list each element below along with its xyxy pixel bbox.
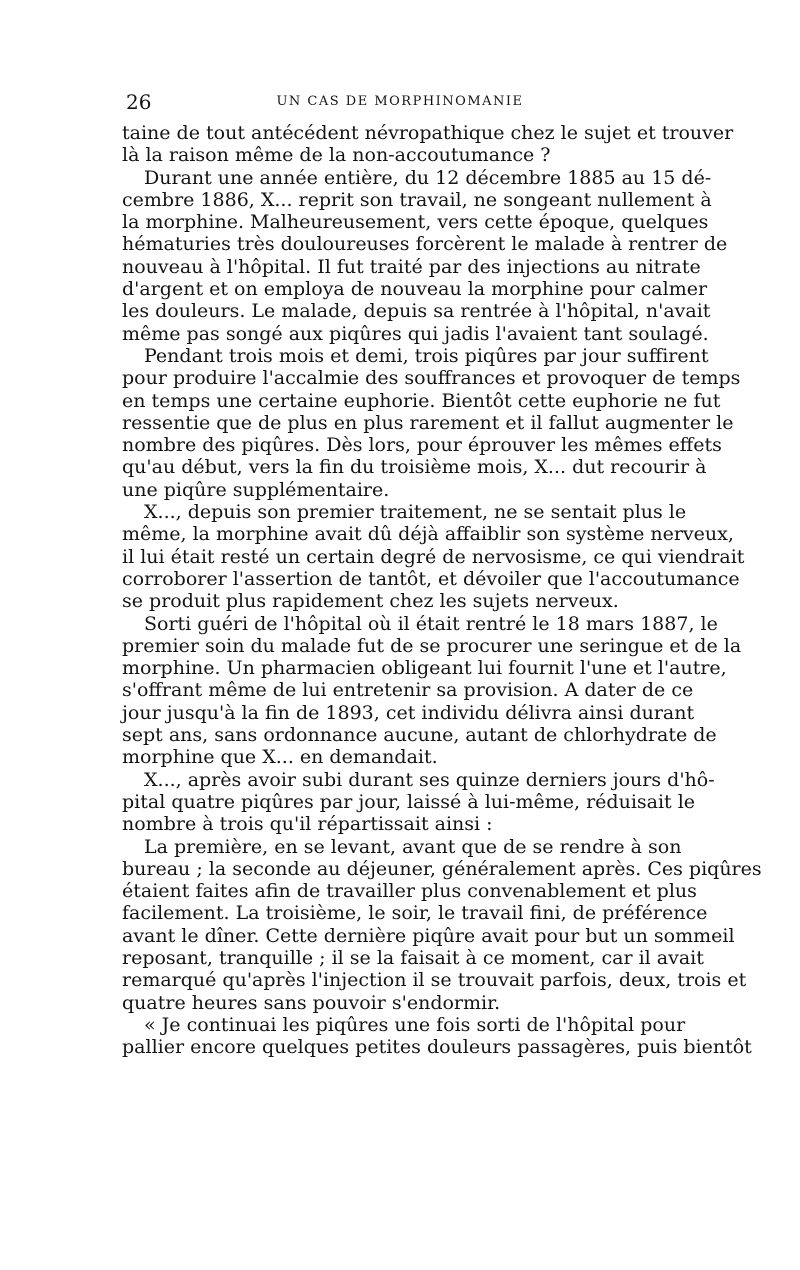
text-line: même pas songé aux piqûres qui jadis l'avaient tant soulagé. (122, 322, 709, 345)
text-line: taine de tout antécédent névropathique chez le sujet et trouver (122, 122, 734, 144)
text-line: pour produire l'accalmie des souffrances et provoquer de temps (122, 367, 741, 390)
text-line: nouveau à l'hôpital. Il fut traité par des injections au nitrate (122, 255, 701, 278)
text-line: s'offrant même de lui entretenir sa provision. A dater de ce (122, 679, 694, 702)
text-line: reposant, tranquille ; il se la faisait à ce moment, car il avait (122, 946, 704, 969)
paragraph (122, 835, 762, 1014)
body-text (122, 122, 762, 1059)
text-line: hématuries très douloureuses forcèrent le malade à rentrer de (122, 233, 728, 256)
paragraph (122, 166, 728, 345)
text-line: remarqué qu'après l'injection il se trouvait parfois, deux, trois et (122, 969, 747, 992)
text-line: ressentie que de plus en plus rarement et il fallut augmenter le (122, 411, 734, 434)
text-line: pallier encore quelques petites douleurs passagères, puis bientôt (122, 1036, 752, 1059)
text-line: il lui était resté un certain degré de nervosisme, ce qui viendrait (122, 545, 745, 568)
text-line: se produit plus rapidement chez les sujets nerveux. (122, 590, 619, 613)
text-line: bureau ; la seconde au déjeuner, généralement après. Ces piqûres (122, 857, 762, 880)
text-line: quatre heures sans pouvoir s'endormir. (122, 991, 501, 1014)
text-line: la morphine. Malheureusement, vers cette époque, quelques (122, 211, 709, 234)
paragraph (122, 768, 715, 836)
text-line: morphine que X... en demandait. (122, 746, 438, 769)
text-line: d'argent et on employa de nouveau la morphine pour calmer (122, 278, 708, 301)
text-line: morphine. Un pharmacien obligeant lui fournit l'une et l'autre, (122, 657, 727, 680)
text-line: X..., après avoir subi durant ses quinze derniers jours d'hô- (144, 768, 715, 791)
text-line: Sorti guéri de l'hôpital où il était rentré le 18 mars 1887, le (144, 612, 718, 635)
book-page (122, 90, 762, 1059)
text-line: qu'au début, vers la fin du troisième mois, X... dut recourir à (122, 456, 707, 479)
text-line: cembre 1886, X... reprit son travail, ne songeant nullement à (122, 188, 712, 211)
text-line: là la raison même de la non-accoutumance ? (122, 144, 551, 167)
text-line: même, la morphine avait dû déjà affaiblir son système nerveux, (122, 523, 734, 546)
text-line: les douleurs. Le malade, depuis sa rentrée à l'hôpital, n'avait (122, 300, 711, 323)
paragraph (122, 612, 742, 769)
running-title: UN CAS DE MORPHINOMANIE (276, 94, 524, 109)
paragraph (122, 501, 745, 613)
text-line: avant le dîner. Cette dernière piqûre avait pour but un sommeil (122, 924, 735, 947)
page-number: 26 (126, 90, 152, 114)
text-line: premier soin du malade fut de se procurer une seringue et de la (122, 634, 742, 657)
text-line: Pendant trois mois et demi, trois piqûres par jour suffirent (144, 344, 709, 367)
paragraph (122, 122, 734, 167)
text-line: jour jusqu'à la fin de 1893, cet individu délivra ainsi durant (122, 701, 695, 724)
text-line: X..., depuis son premier traitement, ne se sentait plus le (144, 501, 687, 524)
text-line: nombre des piqûres. Dès lors, pour éprouver les mêmes effets (122, 434, 722, 457)
text-line: La première, en se levant, avant que de se rendre à son (144, 835, 682, 858)
text-line: sept ans, sans ordonnance aucune, autant de chlorhydrate de (122, 724, 717, 747)
text-line: Durant une année entière, du 12 décembre 1885 au 15 dé- (144, 166, 712, 189)
text-line: nombre à trois qu'il répartissait ainsi : (122, 813, 493, 836)
text-line: étaient faites afin de travailler plus convenablement et plus (122, 880, 697, 903)
text-line: pital quatre piqûres par jour, laissé à lui-même, réduisait le (122, 790, 696, 813)
text-line: facilement. La troisième, le soir, le travail fini, de préférence (122, 902, 708, 925)
paragraph (122, 1013, 752, 1059)
text-line: corroborer l'assertion de tantôt, et dévoiler que l'accoutumance (122, 567, 740, 590)
text-line: une piqûre supplémentaire. (122, 478, 390, 501)
running-header (122, 90, 678, 122)
text-line: « Je continuai les piqûres une fois sorti de l'hôpital pour (144, 1013, 686, 1036)
paragraph (122, 344, 741, 501)
text-line: en temps une certaine euphorie. Bientôt cette euphorie ne fut (122, 389, 721, 412)
